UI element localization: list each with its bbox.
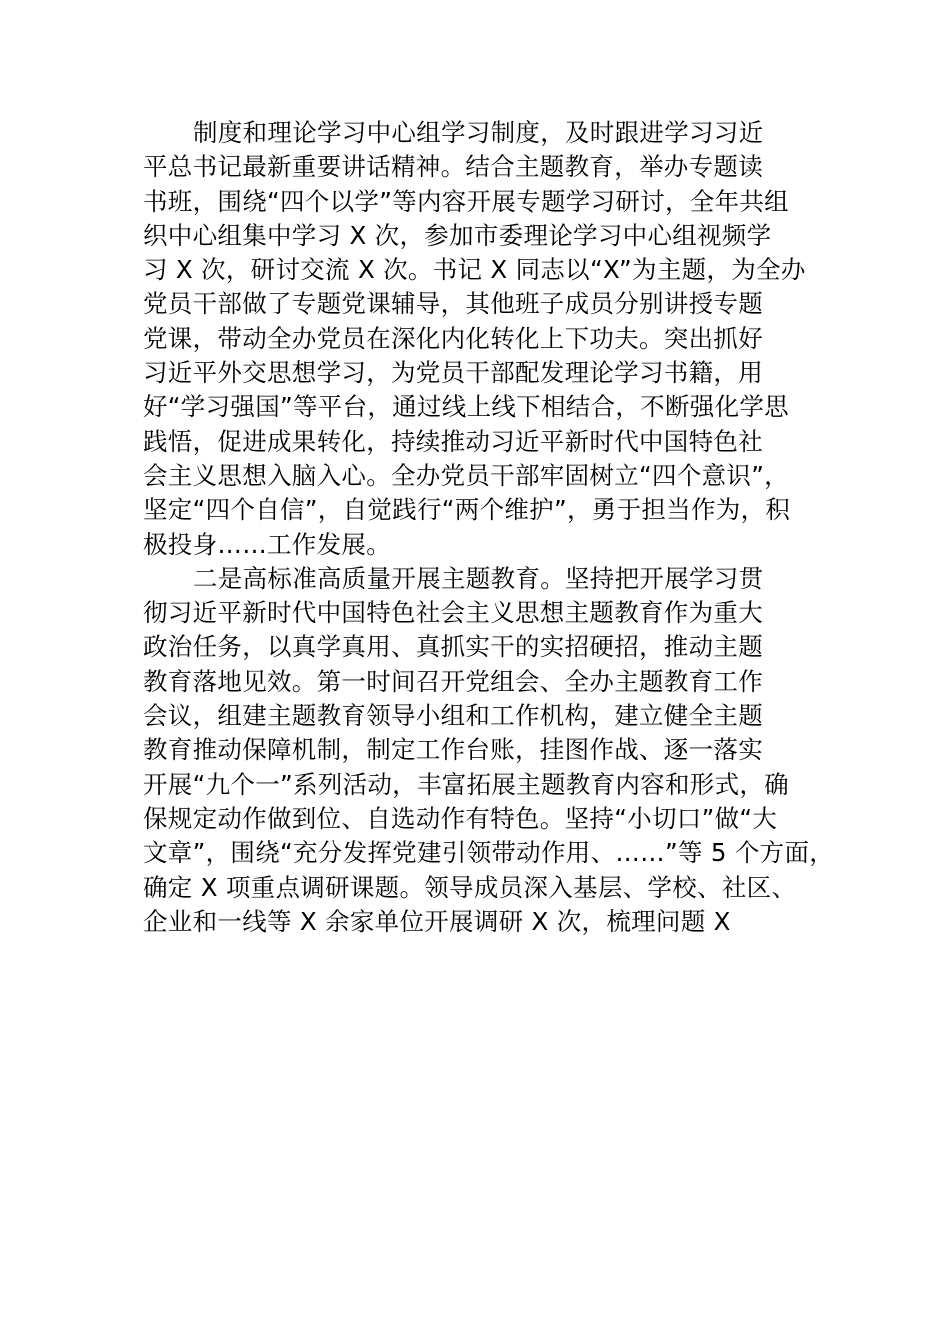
paragraph-line: 确定 X 项重点调研课题。领导成员深入基层、学校、社区、 [143,872,797,902]
paragraph-line: 彻习近平新时代中国特色社会主义思想主题教育作为重大 [143,598,763,628]
paragraph-line: 织中心组集中学习 X 次，参加市委理论学习中心组视频学 [143,220,772,250]
paragraph-line: 会议，组建主题教育领导小组和工作机构，建立健全主题 [143,701,763,731]
paragraph-line: 政治任务，以真学真用、真抓实干的实招硬招，推动主题 [143,632,763,662]
paragraph-line: 开展“九个一”系列活动，丰富拓展主题教育内容和形式，确 [143,769,789,799]
paragraph-line: 二是高标准高质量开展主题教育。坚持把开展学习贯 [193,563,764,593]
paragraph-2 [143,562,835,939]
paragraph-line: 习 X 次，研讨交流 X 次。书记 X 同志以“X”为主题，为全办 [143,255,806,285]
paragraph-line: 文章”，围绕“充分发挥党建引领带动作用、……”等 5 个方面， [143,838,835,868]
paragraph-1 [143,116,808,562]
paragraph-line: 党课，带动全办党员在深化内化转化上下功夫。突出抓好 [143,323,763,353]
paragraph-line: 党员干部做了专题党课辅导，其他班子成员分别讲授专题 [143,289,763,319]
document-body [143,116,835,939]
paragraph-line: 企业和一线等 X 余家单位开展调研 X 次，梳理问题 X [143,906,731,936]
paragraph-line: 教育落地见效。第一时间召开党组会、全办主题教育工作 [143,666,763,696]
paragraph-line: 践悟，促进成果转化，持续推动习近平新时代中国特色社 [143,426,763,456]
paragraph-line: 极投身……工作发展。 [143,529,391,559]
paragraph-line: 坚定“四个自信”，自觉践行“两个维护”，勇于担当作为，积 [143,495,791,525]
paragraph-line: 保规定动作做到位、自选动作有特色。坚持“小切口”做“大 [143,803,778,833]
paragraph-line: 制度和理论学习中心组学习制度，及时跟进学习习近 [193,118,764,147]
paragraph-line: 教育推动保障机制，制定工作台账，挂图作战、逐一落实 [143,735,763,765]
paragraph-line: 会主义思想入脑入心。全办党员干部牢固树立“四个意识”， [143,460,789,490]
paragraph-line: 好“学习强国”等平台，通过线上线下相结合，不断强化学思 [143,392,789,422]
paragraph-line: 平总书记最新重要讲话精神。结合主题教育，举办专题读 [143,152,763,182]
paragraph-line: 习近平外交思想学习，为党员干部配发理论学习书籍，用 [143,358,763,388]
paragraph-line: 书班，围绕“四个以学”等内容开展专题学习研讨，全年共组 [143,186,789,216]
